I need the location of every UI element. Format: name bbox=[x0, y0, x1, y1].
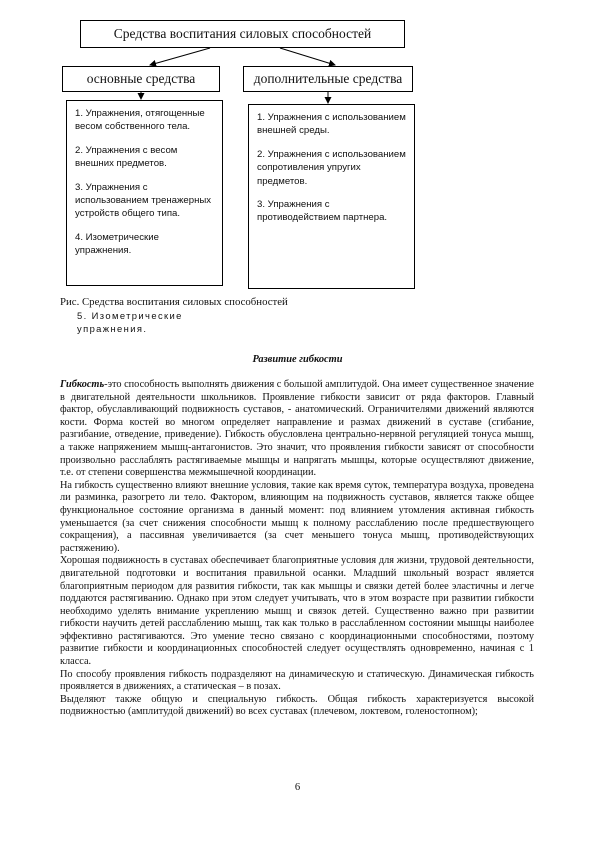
figure-caption: Рис. Средства воспитания силовых способностей bbox=[60, 296, 288, 308]
diagram-title-box: Средства воспитания силовых способностей bbox=[80, 20, 405, 48]
main-means-item: 3. Упражнения с использованием тренажерных устройств общего типа. bbox=[75, 181, 212, 220]
body-text bbox=[60, 379, 534, 719]
extra-means-item: 3. Упражнения с противодействием партнера. bbox=[257, 199, 388, 224]
extra-means-box: дополнительные средства bbox=[243, 66, 413, 92]
term-flexibility: Гибкость bbox=[60, 379, 105, 390]
paragraph: По способу проявления гибкость подразделяют на динамическую и статическую. Динамическая гибкость проявляется в движениях, а статическая – в позах. bbox=[60, 668, 534, 693]
arrow-to-extra bbox=[280, 48, 335, 65]
extra-means-list bbox=[248, 104, 415, 289]
extra-means-item: 1. Упражнения с использованием внешней среды. bbox=[257, 112, 406, 137]
paragraph: На гибкость существенно влияют внешние условия, такие как время суток, температура воздуха, проведена ли разминка, разогрето ли тело. Фактором, влияющим на подвижность суставов, является также общее функциональное состояние организма в данный момент: под влиянием утомления активная гибкость уменьшается (за счет снижения способности мышц к полному расслаблению после предшествующего сокращения), а пассивная увеличивается (за счет меньшего тонуса мышц, противодействующих растяжению). bbox=[60, 479, 534, 554]
diagram bbox=[0, 0, 595, 300]
paragraph-text: -это способность выполнять движения с большой амплитудой. Она имеет существенное значение в двигательной деятельности школьников. Проявление гибкости зависит от ряда факторов. Главный фактор, обуславливающий подвижность суставов, - анатомический. Ограничителями движений являются кости. Форма костей во многом определяет направление и размах движений в суставе (сгибание, разгибание, отведение, приведение). Гибкость обусловлена центрально-нервной регуляцией тонуса мышц, а также напряжением мышц-антагонистов. Это значит, что проявления гибкости зависят от способности произвольно расслаблять растягиваемые мышцы и напрягать мышцы, которые осуществляют движение, т.е. от степени совершенства межмышечной координации. bbox=[60, 379, 534, 479]
paragraph: Хорошая подвижность в суставах обеспечивает благоприятные условия для жизни, трудовой деятельности, двигательной подготовки и воспитания правильной осанки. Младший школьный возраст является благоприятным периодом для развития гибкости, так как мышцы и связки детей более эластичны и легче поддаются растягиванию. Однако при этом следует учитывать, что в этом возрасте при развитии гибкости необходимо уделять внимание укреплению мышц и связок детей. Существенно важно при развитии гибкости научить детей расслаблению мышц, так как только в расслабленном состоянии мышцы наиболее эффективно растягиваются. Это умение тесно связано с координационными способностями, поэтому развитие гибкости и координационных способностей следует осуществлять одновременно, начиная с 1 класса. bbox=[60, 555, 534, 668]
main-means-item: 4. Изометрические упражнения. bbox=[75, 231, 159, 257]
main-means-item: 2. Упражнения с весом внешних предметов. bbox=[75, 144, 178, 170]
overflow-list-item: 5. Изометрические упражнения. bbox=[77, 310, 183, 334]
main-means-item: 1. Упражнения, отягощенные весом собственного тела. bbox=[75, 108, 205, 133]
arrow-to-main bbox=[150, 48, 210, 65]
main-means-list bbox=[66, 100, 223, 286]
main-means-box: основные средства bbox=[62, 66, 220, 92]
section-title: Развитие гибкости bbox=[252, 354, 343, 365]
paragraph: Выделяют также общую и специальную гибкость. Общая гибкость характеризуется высокой подвижностью (амплитудой движений) во всех суставах (плечевом, локтевом, голеностопном); bbox=[60, 693, 534, 718]
paragraph bbox=[60, 379, 534, 480]
page-number: 6 bbox=[294, 782, 301, 793]
extra-means-item: 2. Упражнения с использованием сопротивления упругих предметов. bbox=[257, 148, 406, 187]
